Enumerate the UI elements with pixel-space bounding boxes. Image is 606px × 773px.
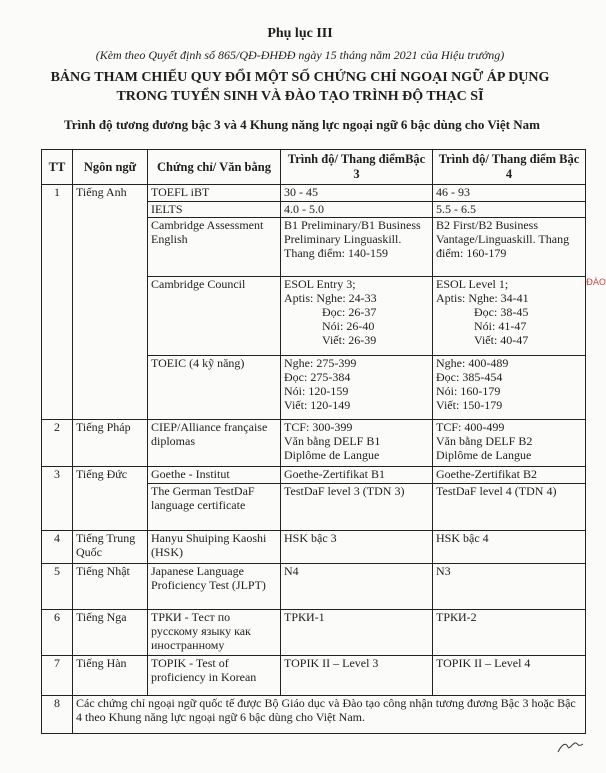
table-row bbox=[42, 610, 586, 656]
level4-cell: 46 - 93 bbox=[433, 185, 586, 202]
table-row bbox=[42, 696, 586, 734]
level4-line: Đọc: 38-45 bbox=[474, 305, 529, 320]
header-certificate: Chứng chỉ/ Văn bằng bbox=[148, 150, 281, 185]
level3-line: Nghe: 275-399 bbox=[284, 356, 357, 370]
level3-line: Nói: 26-40 bbox=[322, 319, 375, 334]
level3-cell: TestDaF level 3 (TDN 3) bbox=[281, 484, 433, 531]
certificate-cell: Japanese Language Proficiency Test (JLPT) bbox=[148, 564, 281, 610]
language-cell: Tiếng Hàn bbox=[73, 656, 148, 696]
level3-cell bbox=[281, 277, 433, 356]
level4-line: Aptis: Nghe: 34-41 bbox=[436, 291, 529, 306]
table-row bbox=[42, 656, 586, 696]
table-row bbox=[42, 467, 586, 484]
level4-cell: Goethe-Zertifikat B2 bbox=[433, 467, 586, 484]
header-tt: TT bbox=[42, 150, 73, 185]
level3-cell: TOPIK II – Level 3 bbox=[281, 656, 433, 696]
note-cell: Các chứng chỉ ngoại ngữ quốc tế được Bộ Giáo dục và Đào tạo công nhận tương đương Bậc 3 hoặc Bậc 4 theo Khung năng lực ngoại ngữ 6 bậc dùng cho Việt Nam. bbox=[73, 696, 586, 734]
level4-cell: N3 bbox=[433, 564, 586, 610]
initials-signature bbox=[556, 738, 586, 756]
certificate-cell: Goethe - Institut bbox=[148, 467, 281, 484]
level3-line: Viết: 26-39 bbox=[322, 333, 377, 348]
language-cell: Tiếng Nga bbox=[73, 610, 148, 656]
row-number: 6 bbox=[42, 610, 73, 656]
level3-cell bbox=[281, 218, 433, 277]
level4-cell bbox=[433, 356, 586, 420]
level4-line: Nghe: 400-489 bbox=[436, 356, 509, 370]
document-subtitle: Trình độ tương đương bậc 3 và 4 Khung năng lực ngoại ngữ 6 bậc dùng cho Việt Nam bbox=[64, 117, 540, 132]
level3-cell bbox=[281, 420, 433, 467]
level4-cell: B2 First/B2 Business Vantage/Linguaskill. Thang điểm: 160-179 bbox=[433, 218, 586, 277]
level4-cell bbox=[433, 277, 586, 356]
language-cell: Tiếng Đức bbox=[73, 467, 148, 531]
row-number: 2 bbox=[42, 420, 73, 467]
row-number: 3 bbox=[42, 467, 73, 531]
certificate-cell: Cambridge Assessment English bbox=[148, 218, 281, 277]
level4-line: Văn bằng DELF B2 bbox=[436, 434, 533, 449]
level4-line: Viết: 150-179 bbox=[436, 398, 503, 413]
level4-line: Diplôme de Langue bbox=[436, 448, 532, 463]
row-number: 4 bbox=[42, 531, 73, 564]
level4-cell: TOPIK II – Level 4 bbox=[433, 656, 586, 696]
level3-cell: N4 bbox=[281, 564, 433, 610]
decision-reference: (Kèm theo Quyết định số 865/QĐ-ĐHĐĐ ngày 15 tháng năm 2021 của Hiệu trưởng) bbox=[95, 48, 505, 62]
certificate-cell: IELTS bbox=[148, 202, 281, 218]
table-row bbox=[42, 185, 586, 202]
level3-line: TCF: 300-399 bbox=[284, 420, 353, 434]
document-title-line1: BẢNG THAM CHIẾU QUY ĐỔI MỘT SỐ CHỨNG CHỈ NGOẠI NGỮ ÁP DỤNG bbox=[50, 70, 550, 85]
level4-line: Viết: 40-47 bbox=[474, 333, 529, 348]
certificate-cell: Hanyu Shuiping Kaoshi (HSK) bbox=[148, 531, 281, 564]
language-cell: Tiếng Nhật bbox=[73, 564, 148, 610]
table-header-row bbox=[42, 150, 586, 185]
level3-line: Nói: 120-159 bbox=[284, 384, 349, 399]
certificate-cell: TOPIK - Test of proficiency in Korean bbox=[148, 656, 281, 696]
document-title-line2: TRONG TUYỂN SINH VÀ ĐÀO TẠO TRÌNH ĐỘ THẠC SĨ bbox=[116, 89, 484, 104]
level3-cell: Goethe-Zertifikat B1 bbox=[281, 467, 433, 484]
level4-cell: ТРКИ-2 bbox=[433, 610, 586, 656]
certificate-cell: Cambridge Council bbox=[148, 277, 281, 356]
level3-cell: 30 - 45 bbox=[281, 185, 433, 202]
level3-line: Diplôme de Langue bbox=[284, 448, 380, 463]
table-row bbox=[42, 420, 586, 467]
language-cell: Tiếng Anh bbox=[73, 185, 148, 420]
header-language: Ngôn ngữ bbox=[73, 150, 148, 185]
language-cell: Tiếng Trung Quốc bbox=[73, 531, 148, 564]
certificate-cell: TOEIC (4 kỹ năng) bbox=[148, 356, 281, 420]
level4-line: Nói: 160-179 bbox=[436, 384, 501, 399]
level4-line: Nói: 41-47 bbox=[474, 319, 527, 334]
level3-line: Viết: 120-149 bbox=[284, 398, 351, 413]
row-number: 7 bbox=[42, 656, 73, 696]
level4-line: TCF: 400-499 bbox=[436, 420, 505, 434]
level4-line: ESOL Level 1; bbox=[436, 277, 509, 291]
certificate-cell: TOEFL iBT bbox=[148, 185, 281, 202]
level4-cell: HSK bậc 4 bbox=[433, 531, 586, 564]
level3-line: ESOL Entry 3; bbox=[284, 277, 356, 291]
level4-cell: 5.5 - 6.5 bbox=[433, 202, 586, 218]
certificate-cell: ТРКИ - Тест по русскому языку как иностранному bbox=[148, 610, 281, 656]
row-number: 1 bbox=[42, 185, 73, 420]
level3-text: B1 Preliminary/B1 Business Preliminary Linguaskill. bbox=[284, 218, 421, 247]
header-level3: Trình độ/ Thang điểmBậc 3 bbox=[281, 150, 433, 185]
conversion-table bbox=[41, 149, 586, 734]
row-number: 5 bbox=[42, 564, 73, 610]
level4-cell: TestDaF level 4 (TDN 4) bbox=[433, 484, 586, 531]
level3-cell bbox=[281, 356, 433, 420]
certificate-cell: CIEP/Alliance française diplomas bbox=[148, 420, 281, 467]
header-level4: Trình độ/ Thang điểm Bậc 4 bbox=[433, 150, 586, 185]
row-number: 8 bbox=[42, 696, 73, 734]
level3-line: Đọc: 26-37 bbox=[322, 305, 377, 320]
level3-cell: ТРКИ-1 bbox=[281, 610, 433, 656]
level3-cell: 4.0 - 5.0 bbox=[281, 202, 433, 218]
level3-cell: HSK bậc 3 bbox=[281, 531, 433, 564]
level3-line: Đọc: 275-384 bbox=[284, 370, 351, 385]
level4-line: Đọc: 385-454 bbox=[436, 370, 503, 385]
appendix-title: Phụ lục III bbox=[267, 26, 333, 41]
level3-line: Aptis: Nghe: 24-33 bbox=[284, 291, 377, 306]
level3-score: Thang điểm: 140-159 bbox=[284, 246, 388, 261]
table-row bbox=[42, 564, 586, 610]
language-cell: Tiếng Pháp bbox=[73, 420, 148, 467]
margin-stamp-fragment: ĐÀO bbox=[586, 278, 606, 288]
table-row bbox=[42, 531, 586, 564]
level3-line: Văn bằng DELF B1 bbox=[284, 434, 381, 449]
level4-cell bbox=[433, 420, 586, 467]
certificate-cell: The German TestDaF language certificate bbox=[148, 484, 281, 531]
